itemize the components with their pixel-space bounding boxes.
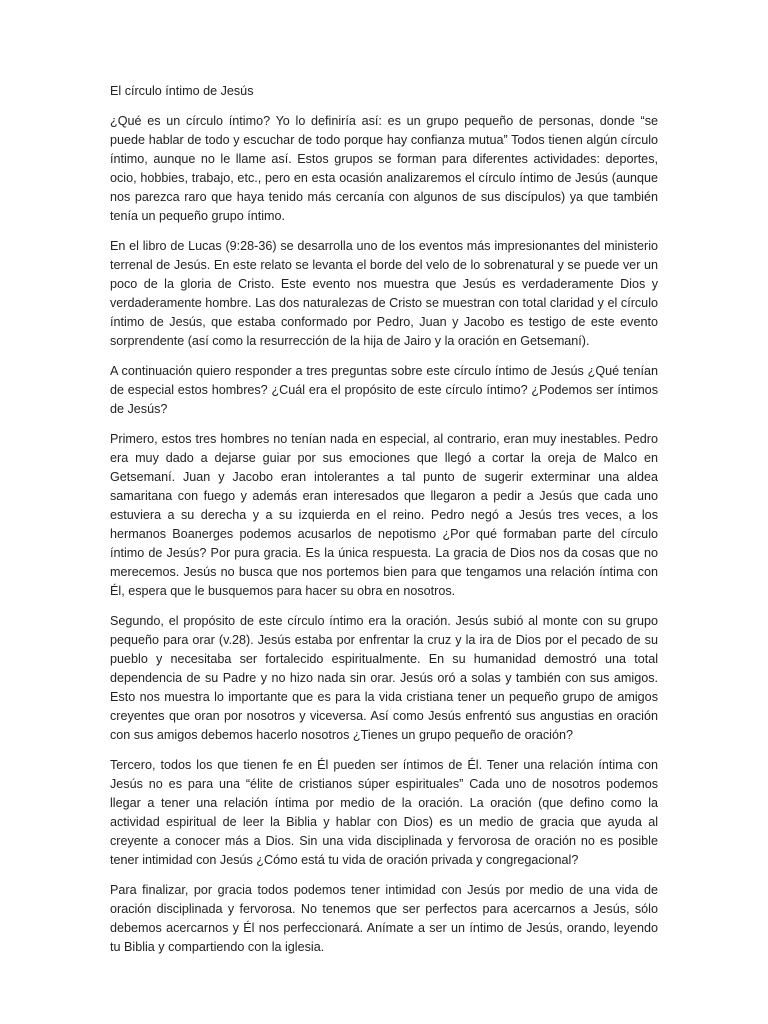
paragraph-intro: ¿Qué es un círculo íntimo? Yo lo definiría así: es un grupo pequeño de personas, donde “se puede hablar de todo y escuchar de todo porque hay confianza mutua” Todos tienen algún círculo íntimo, aunque no le llame así. Estos grupos se forman para diferentes actividades: deportes, ocio, hobbies, trabajo, etc., pero en esta ocasión analizaremos el círculo íntimo de Jesús (aunque nos parezca raro que haya tenido más cercanía con algunos de sus discípulos) ya que también tenía un pequeño grupo íntimo. — [110, 114, 658, 223]
paragraph-lucas: En el libro de Lucas (9:28-36) se desarrolla uno de los eventos más impresionantes del ministerio terrenal de Jesús. En este relato se levanta el borde del velo de lo sobrenatural y se puede ver un poco de la gloria de Cristo. Este evento nos muestra que Jesús es verdaderamente Dios y verdaderamente hombre. Las dos naturalezas de Cristo se muestran con total claridad y el círculo íntimo de Jesús, que estaba conformado por Pedro, Juan y Jacobo es testigo de este evento sorprendente (así como la resurrección de la hija de Jairo y la oración en Getsemaní). — [110, 239, 658, 348]
paragraph-first: Primero, estos tres hombres no tenían nada en especial, al contrario, eran muy inestables. Pedro era muy dado a dejarse guiar por sus emociones que llegó a cortar la oreja de Malco en Getsemaní. Juan y Jacobo eran intolerantes a tal punto de sugerir exterminar una aldea samaritana con fuego y además eran interesados que llegaron a pedir a Jesús que cada uno estuviera a su derecha y a su izquierda en el reino. Pedro negó a Jesús tres veces, a los hermanos Boanerges podemos acusarlos de nepotismo ¿Por qué formaban parte del círculo íntimo de Jesús? Por pura gracia. Es la única respuesta. La gracia de Dios nos da cosas que no merecemos. Jesús no busca que nos portemos bien para que tengamos una relación íntima con Él, espera que le busquemos para hacer su obra en nosotros. — [110, 432, 658, 598]
paragraph-third: Tercero, todos los que tienen fe en Él pueden ser íntimos de Él. Tener una relación íntima con Jesús no es para una “élite de cristianos súper espirituales” Cada uno de nosotros podemos llegar a tener una relación íntima por medio de la oración. La oración (que defino como la actividad espiritual de leer la Biblia y hablar con Dios) es un medio de gracia que ayuda al creyente a conocer más a Dios. Sin una vida disciplinada y fervorosa de oración no es posible tener intimidad con Jesús ¿Cómo está tu vida de oración privada y congregacional? — [110, 758, 658, 867]
document-body — [110, 82, 658, 968]
document-title: El círculo íntimo de Jesús — [110, 84, 254, 98]
paragraph-second: Segundo, el propósito de este círculo íntimo era la oración. Jesús subió al monte con su grupo pequeño para orar (v.28). Jesús estaba por enfrentar la cruz y la ira de Dios por el pecado de su pueblo y necesitaba ser fortalecido espiritualmente. En su humanidad demostró una total dependencia de su Padre y no hizo nada sin orar. Jesús oró a solas y también con sus amigos. Esto nos muestra lo importante que es para la vida cristiana tener un pequeño grupo de amigos creyentes que oran por nosotros y viceversa. Así como Jesús enfrentó sus angustias en oración con sus amigos debemos hacerlo nosotros ¿Tienes un grupo pequeño de oración? — [110, 614, 658, 742]
paragraph-conclusion: Para finalizar, por gracia todos podemos tener intimidad con Jesús por medio de una vida de oración disciplinada y fervorosa. No tenemos que ser perfectos para acercarnos a Jesús, sólo debemos acercarnos y Él nos perfeccionará. Anímate a ser un íntimo de Jesús, orando, leyendo tu Biblia y compartiendo con la iglesia. — [110, 883, 658, 954]
paragraph-questions: A continuación quiero responder a tres preguntas sobre este círculo íntimo de Jesús ¿Qué tenían de especial estos hombres? ¿Cuál era el propósito de este círculo íntimo? ¿Podemos ser íntimos de Jesús? — [110, 364, 658, 416]
